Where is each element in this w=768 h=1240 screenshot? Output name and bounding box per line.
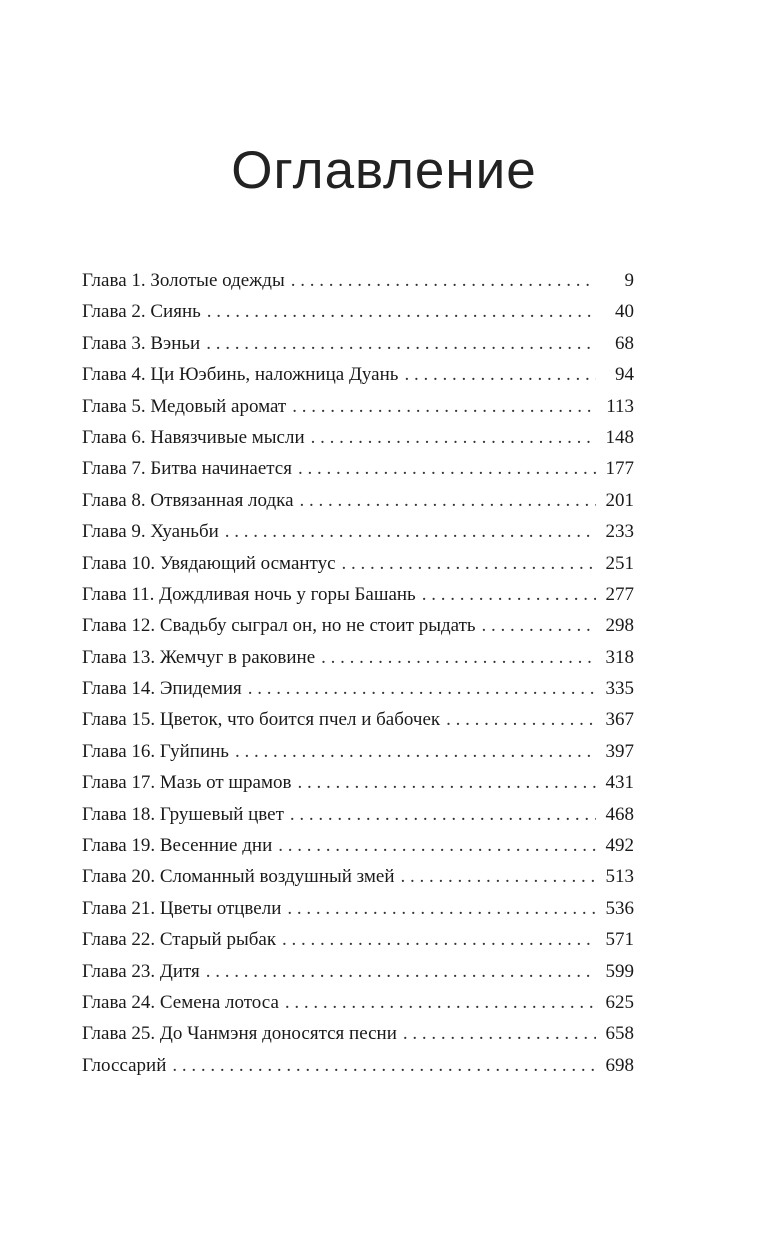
toc-leader-dots	[422, 579, 596, 610]
toc-leader-dots	[278, 830, 596, 861]
toc-entry[interactable]	[82, 296, 634, 327]
toc-leader-dots	[248, 673, 596, 704]
toc-leader-dots	[282, 924, 596, 955]
toc-entry[interactable]	[82, 391, 634, 422]
toc-entry[interactable]	[82, 265, 634, 296]
toc-entry[interactable]	[82, 861, 634, 892]
toc-leader-dots	[404, 359, 596, 390]
toc-entry-page: 318	[605, 646, 634, 668]
toc-leader-dots	[206, 328, 596, 359]
toc-entry-label: Глава 12. Свадьбу сыграл он, но не стоит рыдать	[82, 615, 476, 637]
toc-entry-page: 335	[605, 678, 634, 700]
toc-entry-label: Глава 21. Цветы отцвели	[82, 897, 282, 919]
toc-entry-glossary[interactable]	[82, 1050, 634, 1081]
toc-entry-label: Глава 13. Жемчуг в раковине	[82, 646, 316, 668]
toc-leader-dots	[403, 1018, 596, 1049]
toc-entry-label: Глава 18. Грушевый цвет	[82, 803, 284, 825]
page-title: Оглавление	[231, 141, 537, 200]
toc-entry-page: 201	[605, 489, 634, 511]
toc-leader-dots	[297, 767, 596, 798]
toc-entry-page: 113	[606, 395, 634, 417]
toc-entry-label: Глава 24. Семена лотоса	[82, 991, 279, 1013]
toc-entry-page: 277	[605, 583, 634, 605]
toc-entry[interactable]	[82, 579, 634, 610]
toc-entry-page: 68	[615, 332, 634, 354]
toc-entry-label: Глава 23. Дитя	[82, 960, 200, 982]
toc-entry-page: 431	[605, 772, 634, 794]
toc-entry-label: Глава 10. Увядающий османтус	[82, 552, 336, 574]
toc-entry-label: Глава 16. Гуйпинь	[82, 740, 229, 762]
toc-entry[interactable]	[82, 548, 634, 579]
toc-entry-page: 9	[624, 270, 634, 291]
toc-entry[interactable]	[82, 359, 634, 390]
toc-entry-label: Глава 11. Дождливая ночь у горы Башань	[82, 583, 416, 605]
toc-leader-dots	[482, 610, 596, 641]
toc-leader-dots	[225, 516, 596, 547]
toc-entry[interactable]	[82, 736, 634, 767]
toc-entry-page: 298	[605, 615, 634, 637]
toc-leader-dots	[285, 987, 596, 1018]
toc-entry[interactable]	[82, 830, 634, 861]
toc-entry-page: 571	[605, 929, 634, 951]
toc-leader-dots	[290, 799, 596, 830]
toc-entry-page: 94	[615, 364, 634, 386]
toc-entry[interactable]	[82, 924, 634, 955]
toc-entry-label: Глава 20. Сломанный воздушный змей	[82, 866, 395, 888]
toc-leader-dots	[311, 422, 596, 453]
toc-entry-page: 397	[605, 740, 634, 762]
toc-entry-label: Глава 8. Отвязанная лодка	[82, 489, 294, 511]
toc-leader-dots	[298, 453, 596, 484]
toc-entry-page: 468	[605, 803, 634, 825]
toc-entry[interactable]	[82, 610, 634, 641]
toc-leader-dots	[291, 265, 596, 296]
toc-entry[interactable]	[82, 673, 634, 704]
toc-entry[interactable]	[82, 956, 634, 987]
toc-entry-label: Глава 2. Сиянь	[82, 301, 201, 323]
toc-leader-dots	[207, 296, 596, 327]
toc-entry-label: Глава 6. Навязчивые мысли	[82, 426, 305, 448]
toc-entry-page: 625	[605, 991, 634, 1013]
toc-entry-page: 177	[605, 458, 634, 480]
toc-entry-label: Глава 1. Золотые одежды	[82, 270, 285, 291]
toc-entry[interactable]	[82, 516, 634, 547]
toc-entry-label: Глава 7. Битва начинается	[82, 458, 292, 480]
toc-entry-page: 40	[615, 301, 634, 323]
toc-leader-dots	[235, 736, 596, 767]
toc-leader-dots	[206, 956, 596, 987]
toc-entry-page: 513	[605, 866, 634, 888]
toc-entry[interactable]	[82, 453, 634, 484]
toc-entry-label: Глава 19. Весенние дни	[82, 835, 273, 857]
toc-entry-label: Глоссарий	[82, 1054, 167, 1076]
toc-entry[interactable]	[82, 704, 634, 735]
toc-entry[interactable]	[82, 1018, 634, 1049]
toc-entry-page: 599	[605, 960, 634, 982]
toc-entry[interactable]	[82, 893, 634, 924]
toc-entry-page: 148	[605, 426, 634, 448]
toc-leader-dots	[172, 1050, 596, 1081]
toc-entry[interactable]	[82, 642, 634, 673]
toc-entry-page: 233	[605, 521, 634, 543]
toc-entry-label: Глава 3. Вэньи	[82, 332, 201, 354]
toc-entry[interactable]	[82, 485, 634, 516]
toc-entry-page: 492	[605, 835, 634, 857]
toc-entry[interactable]	[82, 422, 634, 453]
toc-entry-label: Глава 14. Эпидемия	[82, 678, 242, 700]
toc-entry-label: Глава 5. Медовый аромат	[82, 395, 287, 417]
toc-entry-page: 251	[605, 552, 634, 574]
toc-leader-dots	[446, 704, 596, 735]
toc-leader-dots	[342, 548, 596, 579]
toc-leader-dots	[287, 893, 596, 924]
toc-leader-dots	[300, 485, 596, 516]
toc-leader-dots	[292, 391, 596, 422]
toc-entry-page: 367	[605, 709, 634, 731]
toc-entry[interactable]	[82, 328, 634, 359]
toc-entry[interactable]	[82, 987, 634, 1018]
toc-entry[interactable]	[82, 767, 634, 798]
toc-entry-label: Глава 22. Старый рыбак	[82, 929, 277, 951]
toc-entry-label: Глава 25. До Чанмэня доносятся песни	[82, 1023, 397, 1045]
toc-entry-page: 658	[605, 1023, 634, 1045]
toc-entry-label: Глава 17. Мазь от шрамов	[82, 772, 292, 794]
toc-leader-dots	[321, 642, 596, 673]
toc-entry-label: Глава 4. Ци Юэбинь, наложница Дуань	[82, 364, 399, 386]
toc-entry-label: Глава 9. Хуаньби	[82, 521, 219, 543]
table-of-contents	[82, 265, 634, 1081]
toc-entry[interactable]	[82, 799, 634, 830]
toc-entry-page: 698	[605, 1054, 634, 1076]
toc-leader-dots	[401, 861, 596, 892]
toc-entry-label: Глава 15. Цветок, что боится пчел и бабочек	[82, 709, 441, 731]
toc-entry-page: 536	[605, 897, 634, 919]
